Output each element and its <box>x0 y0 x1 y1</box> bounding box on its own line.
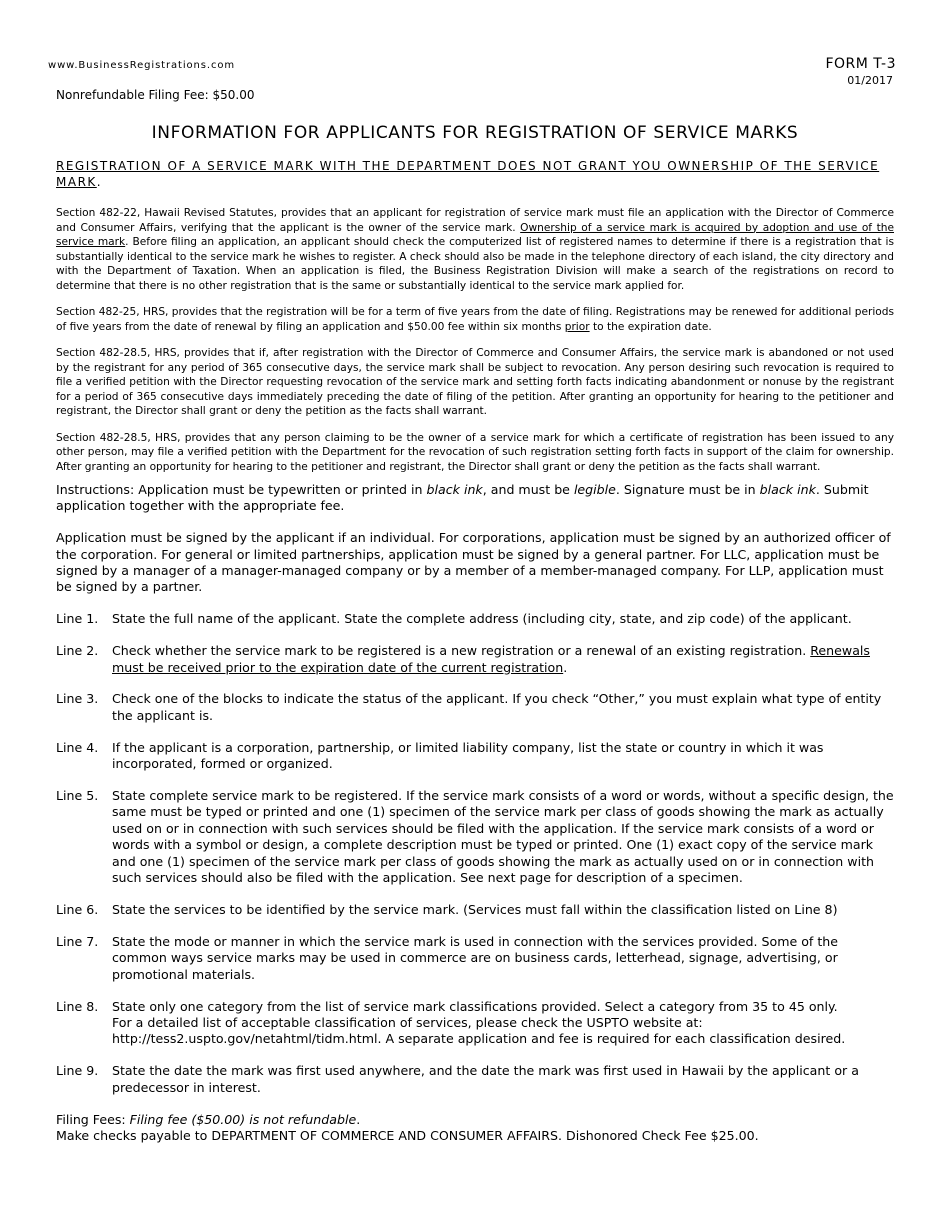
line-number: Line 3. <box>56 691 99 707</box>
instructions-emphasis: black ink <box>426 482 483 497</box>
line-text: State the date the mark was first used anywhere, and the date the mark was first used in Hawaii by the applicant or a predecessor in interest. <box>112 1063 859 1095</box>
section-482-28-5-abandonment: Section 482-28.5, HRS, provides that if, after registration with the Director of Commerce and Consumer Affairs, the service mark is abandoned or not used by the registrant for any period of 365 consecutive days, the service mark shall be subject to revocation. Any person desiring such revocation is required to file a verified petition with the Director requesting revocation of the service mark and setting forth facts indicating abandonment or nonuse by the registrant for a period of 365 consecutive days immediately preceding the date of filing of the petition. After granting an opportunity for hearing to the petitioner and registrant, the Director shall grant or deny the petition as the facts shall warrant. <box>56 347 894 417</box>
filing-fees-label: Filing Fees: <box>56 1111 130 1127</box>
line-8-instruction <box>56 999 894 1048</box>
line-1-instruction <box>56 611 894 627</box>
filing-fee-note: Nonrefundable Filing Fee: $50.00 <box>56 88 255 102</box>
line-text: If the applicant is a corporation, partnership, or limited liability company, list the state or country in which it was incorporated, formed or organized. <box>112 739 824 772</box>
line-text <box>112 643 894 676</box>
line-number: Line 6. <box>56 902 99 917</box>
website-address: www.BusinessRegistrations.com <box>48 60 236 71</box>
section-482-28-5-ownership: Section 482-28.5, HRS, provides that any person claiming to be the owner of a service mark for which a certificate of registration has been issued to any other person, may file a verified petition with the Department for the revocation of such registration setting forth facts in support of the claim for ownership. After granting an opportunity for hearing to the petitioner and registrant, the Director shall grant or deny the petition as the facts shall warrant. <box>56 431 894 473</box>
instructions-emphasis: legible <box>573 482 616 497</box>
line-6-instruction <box>56 902 894 918</box>
line-5-instruction <box>56 788 894 886</box>
section-underlined-text: Ownership of a service mark is acquired by adoption and use of the service mark <box>56 221 894 248</box>
section-text: Section 482-22, Hawaii Revised Statutes, provides that an applicant for registration of service mark must file an application with the Director of Commerce and Consumer Affairs, verifying that the applicant is the owner of the service mark. <box>56 207 894 234</box>
uspto-link-text: http://tess2.uspto.gov/netahtml/tidm.html. A separate application and fee is required for each classification desired. <box>112 1031 846 1047</box>
line-text: State the services to be identified by the service mark. (Services must fall within the classification listed on Line 8) <box>112 902 838 917</box>
line-text: State the mode or manner in which the service mark is used in connection with the services provided. Some of the common ways service marks may be used in commerce are on business cards, letterhead, signage, advertising, or promotional materials. <box>112 933 839 982</box>
form-number: FORM T-3 <box>825 56 896 72</box>
line-text-end: . <box>563 659 568 675</box>
section-text: to the expiration date. <box>589 320 712 333</box>
line-text: Check one of the blocks to indicate the status of the applicant. If you check “Other,” you must explain what type of entity the applicant is. <box>112 691 882 723</box>
instructions <box>56 482 894 514</box>
instructions-text: . Submit application together with the appropriate fee. <box>56 482 869 514</box>
line-7-instruction <box>56 934 894 983</box>
line-number: Line 1. <box>56 611 99 627</box>
line-text-part: For a detailed list of acceptable classification of services, please check the USPTO website at: <box>112 1015 703 1031</box>
section-text: Section 482-25, HRS, provides that the registration will be for a term of five years from the date of filing. Registrations may be renewed for additional periods of five years from the date of renewal by filing an application and $50.00 fee within six months <box>56 306 894 333</box>
instructions-text: . Signature must be in <box>615 482 760 497</box>
filing-fees-end: . <box>356 1111 361 1127</box>
line-9-instruction <box>56 1063 894 1096</box>
section-underlined-text: prior <box>564 320 590 333</box>
instructions-text: Instructions: Application must be typewritten or printed in <box>56 482 427 497</box>
line-number: Line 8. <box>56 998 99 1014</box>
line-number: Line 4. <box>56 739 99 755</box>
ownership-warning-text: REGISTRATION OF A SERVICE MARK WITH THE DEPARTMENT DOES NOT GRANT YOU OWNERSHIP OF THE SERVICE MARK <box>56 159 880 189</box>
renewal-deadline-note: Renewals must be received prior to the expiration date of the current registration <box>112 643 870 675</box>
ownership-warning: REGISTRATION OF A SERVICE MARK WITH THE DEPARTMENT DOES NOT GRANT YOU OWNERSHIP OF THE SERVICE MARK. <box>56 159 880 189</box>
line-2-instruction <box>56 643 894 676</box>
instructions-text: , and must be <box>482 482 574 497</box>
section-text: . Before filing an application, an applicant should check the computerized list of registered names to determine if there is a registration that is substantially identical to the service mark he wishes to register. A check should also be made in the telephone directory of each island, the city directory and with the Department of Taxation. When an application is filed, the Business Registration Division will make a search of the registrations on record to determine that there is no other registration that is the same or substantially identical to the service mark applied for. <box>56 236 894 292</box>
line-number: Line 2. <box>56 643 99 659</box>
filing-fees-note: Filing fee ($50.00) is not refundable <box>129 1111 357 1127</box>
line-text: State complete service mark to be registered. If the service mark consists of a word or words, without a specific design, the same must be typed or printed and one (1) specimen of the service mark per class of goods showing the mark as actually used on or in connection with such services should be filed with the application. If the service mark consists of a word or words with a symbol or design, a complete description must be typed or printed. One (1) exact copy of the service mark and one (1) specimen of the service mark per class of goods showing the mark as actually used on or in connection with such services should also be filed with the application. See next page for description of a specimen. <box>112 788 894 886</box>
page-title: INFORMATION FOR APPLICANTS FOR REGISTRATION OF SERVICE MARKS <box>151 123 799 143</box>
line-3-instruction <box>56 691 894 724</box>
line-number: Line 5. <box>56 788 99 804</box>
document-body <box>56 158 894 1144</box>
line-text-part: Check whether the service mark to be registered is a new registration or a renewal of an existing registration. <box>112 643 811 659</box>
line-4-instruction <box>56 740 894 773</box>
line-text: State the full name of the applicant. State the complete address (including city, state, and zip code) of the applicant. <box>112 611 852 627</box>
section-482-22 <box>56 206 894 293</box>
instructions-emphasis: black ink <box>759 482 816 497</box>
section-482-25 <box>56 305 894 334</box>
filing-fees <box>56 1112 894 1144</box>
form-date: 01/2017 <box>847 74 893 87</box>
line-number: Line 9. <box>56 1063 99 1079</box>
filing-fees-line <box>56 1112 894 1128</box>
line-text-part: State only one category from the list of service mark classifications provided. Select a category from 35 to 45 only. <box>112 998 838 1014</box>
signing-requirements: Application must be signed by the applicant if an individual. For corporations, application must be signed by an authorized officer of the corporation. For general or limited partnerships, application must be signed by a general partner. For LLC, application must be signed by a manager of a manager-managed company or by a member of a member-managed company. For LLP, application must be signed by a partner. <box>56 530 891 595</box>
line-number: Line 7. <box>56 933 99 949</box>
line-text <box>112 999 894 1048</box>
check-payable-note: Make checks payable to DEPARTMENT OF COMMERCE AND CONSUMER AFFAIRS. Dishonored Check Fee $25.00. <box>56 1127 759 1143</box>
